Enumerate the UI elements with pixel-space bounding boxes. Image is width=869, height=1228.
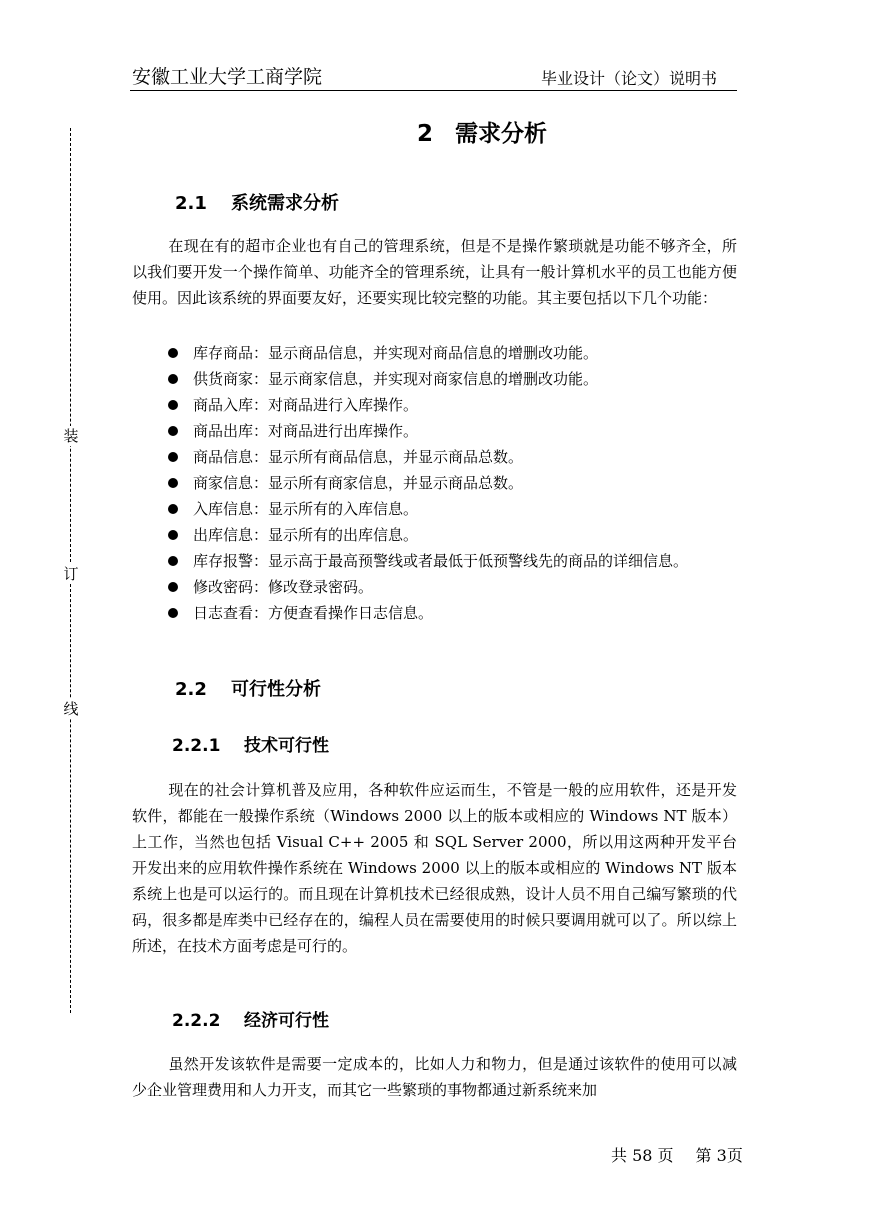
bullet-icon xyxy=(168,452,178,462)
list-item xyxy=(132,418,737,444)
list-item xyxy=(132,548,737,574)
section-heading-2-1 xyxy=(175,189,339,215)
list-item xyxy=(132,392,737,418)
subsection-title: 技术可行性 xyxy=(244,736,329,756)
bullet-icon xyxy=(168,608,178,618)
paragraph-text: 虽然开发该软件是需要一定成本的，比如人力和物力，但是通过该软件的使用可以减少企业管理费用和人力开支，而其它一些繁琐的事物都通过新系统来加 xyxy=(132,1055,737,1099)
current-page: 第 3页 xyxy=(695,1146,743,1165)
bullet-icon xyxy=(168,348,178,358)
total-pages: 共 58 页 xyxy=(611,1146,674,1165)
bullet-icon xyxy=(168,556,178,566)
list-item xyxy=(132,574,737,600)
subsection-number: 2.2.2 xyxy=(172,1011,221,1031)
bullet-icon xyxy=(168,426,178,436)
list-item-text: 商家信息：显示所有商家信息，并显示商品总数。 xyxy=(193,474,524,492)
paragraph-text: 现在的社会计算机普及应用，各种软件应运而生，不管是一般的应用软件，还是开发软件，都能在一般操作系统（Windows 2000 以上的版本或相应的 Windows NT 版本）上工作，当然也包括 Visual C++ 2005 和 SQL Server 2000，所以用这两种开发平台开发出来的应用软件操作系统在 Windows 2000 以上的版本或相应的 Windows NT 版本系统上也是可以运行的。而且现在计算机技术已经很成熟，设计人员不用自己编写繁琐的代码，很多都是库类中已经存在的，编程人员在需要使用的时候只要调用就可以了。所以综上所述，在技术方面考虑是可行的。 xyxy=(132,781,737,955)
list-item-text: 库存商品：显示商品信息，并实现对商品信息的增删改功能。 xyxy=(193,344,599,362)
binding-mark-xian: 线 xyxy=(63,700,79,718)
technical-feasibility-paragraph xyxy=(132,777,737,959)
section-number: 2.1 xyxy=(175,193,207,214)
chapter-heading xyxy=(0,115,869,148)
bullet-icon xyxy=(168,530,178,540)
header-rule xyxy=(130,90,737,91)
list-item-text: 库存报警：显示高于最高预警线或者最低于低预警线先的商品的详细信息。 xyxy=(193,552,689,570)
binding-mark-ding: 订 xyxy=(63,565,79,583)
list-item xyxy=(132,470,737,496)
feature-list xyxy=(132,340,737,626)
requirements-intro-paragraph xyxy=(132,233,737,311)
bullet-icon xyxy=(168,374,178,384)
paragraph-text: 在现在有的超市企业也有自己的管理系统，但是不是操作繁琐就是功能不够齐全，所以我们要开发一个操作简单、功能齐全的管理系统，让具有一般计算机水平的员工也能方便使用。因此该系统的界面要友好，还要实现比较完整的功能。其主要包括以下几个功能： xyxy=(132,237,737,307)
section-title: 可行性分析 xyxy=(231,679,321,700)
section-title: 系统需求分析 xyxy=(231,193,339,214)
list-item-text: 修改密码：修改登录密码。 xyxy=(193,578,374,596)
list-item-text: 入库信息：显示所有的入库信息。 xyxy=(193,500,419,518)
bullet-icon xyxy=(168,582,178,592)
subsection-heading-2-2-1 xyxy=(172,731,329,756)
list-item-text: 商品入库：对商品进行入库操作。 xyxy=(193,396,419,414)
list-item-text: 商品出库：对商品进行出库操作。 xyxy=(193,422,419,440)
chapter-title: 需求分析 xyxy=(455,121,547,147)
header-document-type: 毕业设计（论文）说明书 xyxy=(541,69,718,88)
list-item-text: 供货商家：显示商家信息，并实现对商家信息的增删改功能。 xyxy=(193,370,599,388)
list-item xyxy=(132,496,737,522)
bullet-icon xyxy=(168,478,178,488)
binding-mark-zhuang: 装 xyxy=(63,427,79,445)
list-item xyxy=(132,444,737,470)
economic-feasibility-paragraph xyxy=(132,1051,737,1103)
subsection-number: 2.2.1 xyxy=(172,736,221,756)
bullet-icon xyxy=(168,504,178,514)
subsection-heading-2-2-2 xyxy=(172,1006,329,1031)
list-item xyxy=(132,522,737,548)
list-item-text: 出库信息：显示所有的出库信息。 xyxy=(193,526,419,544)
page-footer xyxy=(611,1143,743,1166)
chapter-number: 2 xyxy=(416,121,433,147)
bullet-icon xyxy=(168,400,178,410)
list-item xyxy=(132,600,737,626)
list-item xyxy=(132,340,737,366)
section-number: 2.2 xyxy=(175,679,207,700)
header-school-name: 安徽工业大学工商学院 xyxy=(132,66,323,88)
list-item xyxy=(132,366,737,392)
section-heading-2-2 xyxy=(175,675,321,701)
list-item-text: 商品信息：显示所有商品信息，并显示商品总数。 xyxy=(193,448,524,466)
list-item-text: 日志查看：方便查看操作日志信息。 xyxy=(193,604,434,622)
subsection-title: 经济可行性 xyxy=(244,1011,329,1031)
